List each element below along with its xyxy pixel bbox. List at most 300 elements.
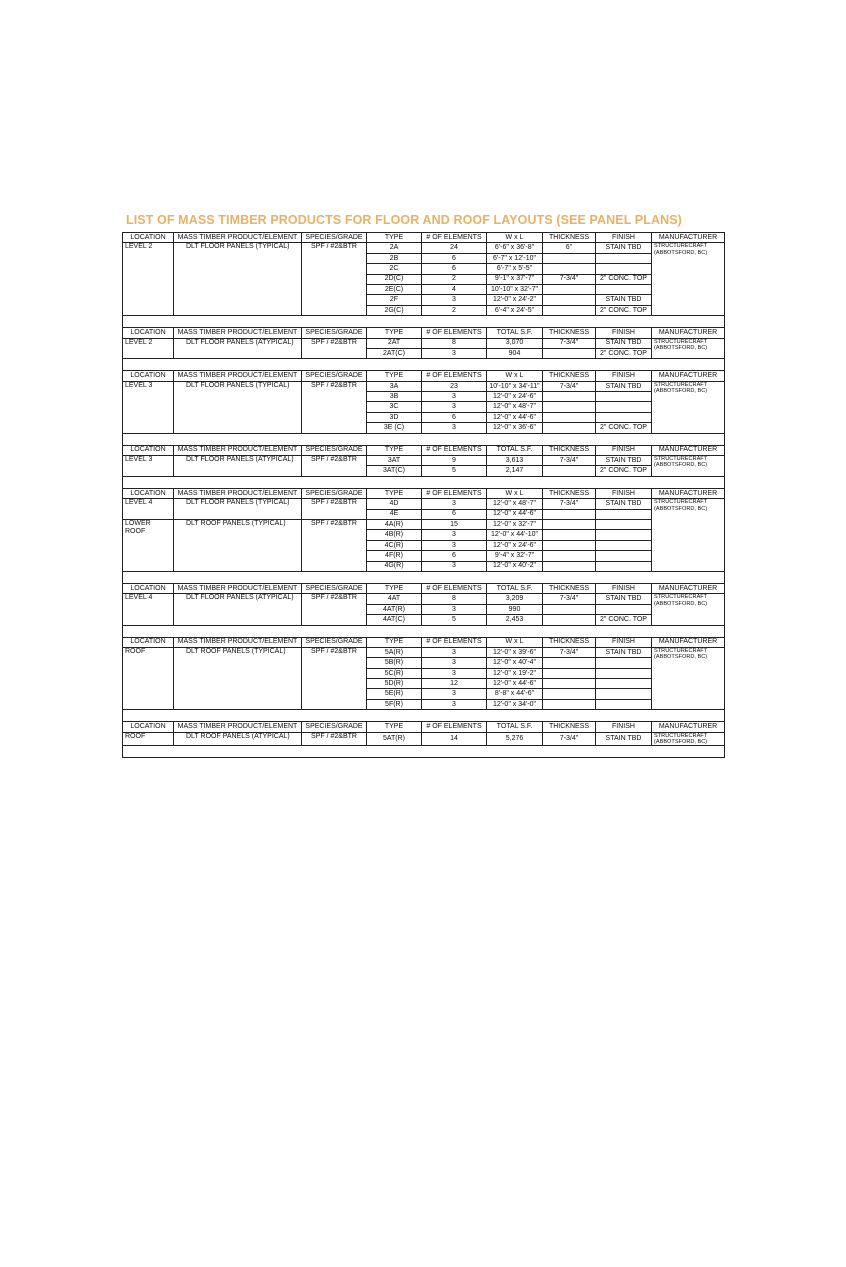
product-cell: DLT ROOF PANELS (TYPICAL) [174,519,302,571]
cell-dim: 12'-0" x 44'-6" [487,679,543,689]
location-cell [123,243,174,316]
cell-finish [596,264,652,274]
cell-finish: STAIN TBD [596,594,652,604]
cell-thickness [543,305,596,315]
cell-type: 5F(R) [367,699,422,709]
column-header: TYPE [367,488,422,498]
cell-count: 24 [422,243,487,253]
cell-thickness: 7-3/4" [543,381,596,391]
cell-count: 2 [422,274,487,284]
manufacturer-cell: STRUCTURECRAFT (ABBOTSFORD, BC) [652,381,725,433]
cell-thickness [543,561,596,571]
cell-type: 3A [367,381,422,391]
location-cell [123,594,174,625]
column-header: MANUFACTURER [652,637,725,647]
spacer-row [123,316,725,328]
block-header-row [123,233,725,243]
cell-finish [596,284,652,294]
column-header: THICKNESS [543,637,596,647]
cell-type: 4C(R) [367,540,422,550]
cell-type: 2E(C) [367,284,422,294]
manufacturer-cell: STRUCTURECRAFT (ABBOTSFORD, BC) [652,456,725,477]
block-header-row [123,328,725,338]
cell-thickness: 7-3/4" [543,338,596,348]
column-header: TYPE [367,445,422,455]
block-header-row [123,488,725,498]
cell-dim: 12'-0" x 48'-7" [487,499,543,509]
cell-type: 2C [367,264,422,274]
cell-thickness [543,604,596,614]
species-cell: SPF / #2&BTR [302,381,367,433]
cell-dim: 12'-0" x 19'-2" [487,668,543,678]
cell-finish [596,253,652,263]
cell-thickness [543,668,596,678]
cell-type: 3AT [367,456,422,466]
column-header: # OF ELEMENTS [422,583,487,593]
column-header: MANUFACTURER [652,445,725,455]
cell-count: 6 [422,551,487,561]
cell-dim: 10'-10" x 32'-7" [487,284,543,294]
column-header: LOCATION [123,637,174,647]
column-header: LOCATION [123,583,174,593]
cell-thickness [543,519,596,529]
cell-count: 3 [422,699,487,709]
cell-thickness: 7-3/4" [543,647,596,657]
column-header: MANUFACTURER [652,233,725,243]
column-header: THICKNESS [543,722,596,732]
cell-finish [596,412,652,422]
location-cell [123,732,174,746]
cell-dim: 12'-0" x 44'-10" [487,530,543,540]
location-text: LEVEL 4 [125,594,153,602]
block-header-row [123,371,725,381]
column-header: TYPE [367,233,422,243]
cell-count: 3 [422,295,487,305]
spacer-cell [123,433,725,445]
cell-finish [596,402,652,412]
column-header: W x L [487,233,543,243]
cell-type: 4G(R) [367,561,422,571]
cell-dim: 5,276 [487,732,543,746]
cell-dim: 12'-0" x 40'-2" [487,561,543,571]
cell-dim: 12'-0" x 39'-6" [487,647,543,657]
column-header: MASS TIMBER PRODUCT/ELEMENT [174,445,302,455]
column-header: MANUFACTURER [652,722,725,732]
cell-thickness [543,658,596,668]
cell-finish: STAIN TBD [596,647,652,657]
cell-dim: 12'-0" x 32'-7" [487,519,543,529]
cell-dim: 12'-0" x 24'-6" [487,392,543,402]
column-header: MANUFACTURER [652,328,725,338]
cell-type: 4D [367,499,422,509]
cell-thickness [543,412,596,422]
schedule-title: LIST OF MASS TIMBER PRODUCTS FOR FLOOR AND ROOF LAYOUTS (SEE PANEL PLANS) [126,213,682,227]
cell-count: 9 [422,456,487,466]
cell-thickness [543,466,596,476]
cell-count: 5 [422,615,487,625]
cell-type: 2AT(C) [367,348,422,358]
cell-count: 3 [422,540,487,550]
cell-dim: 3,070 [487,338,543,348]
cell-dim: 904 [487,348,543,358]
cell-count: 2 [422,305,487,315]
column-header: LOCATION [123,371,174,381]
manufacturer-cell: STRUCTURECRAFT (ABBOTSFORD, BC) [652,647,725,709]
column-header: W x L [487,637,543,647]
cell-count: 8 [422,338,487,348]
column-header: SPECIES/GRADE [302,722,367,732]
location-cell [123,381,174,433]
product-cell: DLT FLOOR PANELS (TYPICAL) [174,381,302,433]
location-cell [123,338,174,359]
spacer-row [123,359,725,371]
cell-type: 2F [367,295,422,305]
column-header: SPECIES/GRADE [302,233,367,243]
cell-finish [596,519,652,529]
cell-dim: 12'-0" x 24'-2" [487,295,543,305]
cell-thickness [543,264,596,274]
column-header: MASS TIMBER PRODUCT/ELEMENT [174,583,302,593]
column-header: SPECIES/GRADE [302,583,367,593]
cell-dim: 6'-4" x 24'-5" [487,305,543,315]
column-header: FINISH [596,371,652,381]
spacer-cell [123,359,725,371]
block-header-row [123,722,725,732]
table-row [123,338,725,348]
column-header: FINISH [596,488,652,498]
cell-thickness [543,348,596,358]
column-header: FINISH [596,722,652,732]
cell-thickness [543,284,596,294]
cell-thickness [543,509,596,519]
column-header: W x L [487,488,543,498]
cell-count: 5 [422,466,487,476]
cell-finish: 2" CONC. TOP [596,274,652,284]
cell-type: 3D [367,412,422,422]
column-header: THICKNESS [543,328,596,338]
column-header: TYPE [367,637,422,647]
column-header: THICKNESS [543,488,596,498]
cell-thickness [543,402,596,412]
location-cell [123,499,174,520]
cell-thickness [543,295,596,305]
cell-dim: 3,209 [487,594,543,604]
spacer-cell [123,476,725,488]
column-header: # OF ELEMENTS [422,722,487,732]
cell-count: 3 [422,668,487,678]
column-header: TOTAL S.F. [487,722,543,732]
column-header: # OF ELEMENTS [422,637,487,647]
column-header: LOCATION [123,233,174,243]
cell-type: 5D(R) [367,679,422,689]
spacer-row [123,625,725,637]
cell-thickness [543,540,596,550]
column-header: SPECIES/GRADE [302,445,367,455]
cell-finish [596,392,652,402]
column-header: TOTAL S.F. [487,445,543,455]
table-row [123,594,725,604]
column-header: TOTAL S.F. [487,328,543,338]
column-header: MANUFACTURER [652,371,725,381]
column-header: TYPE [367,722,422,732]
location-cell [123,647,174,709]
column-header: # OF ELEMENTS [422,445,487,455]
cell-dim: 12'-0" x 34'-0" [487,699,543,709]
column-header: TYPE [367,583,422,593]
cell-type: 2G(C) [367,305,422,315]
product-cell: DLT FLOOR PANELS (ATYPICAL) [174,338,302,359]
cell-count: 3 [422,561,487,571]
cell-type: 4F(R) [367,551,422,561]
spacer-row [123,571,725,583]
cell-finish: 2" CONC. TOP [596,305,652,315]
column-header: THICKNESS [543,233,596,243]
spacer-cell [123,571,725,583]
cell-type: 4AT(C) [367,615,422,625]
column-header: SPECIES/GRADE [302,637,367,647]
cell-finish [596,540,652,550]
table-row [123,456,725,466]
cell-count: 23 [422,381,487,391]
cell-finish [596,668,652,678]
cell-count: 15 [422,519,487,529]
block-header-row [123,583,725,593]
cell-finish: 2" CONC. TOP [596,615,652,625]
mass-timber-schedule-table [122,232,725,758]
column-header: LOCATION [123,445,174,455]
product-cell: DLT FLOOR PANELS (TYPICAL) [174,243,302,316]
cell-dim: 6'-7" x 5'-5" [487,264,543,274]
table-row [123,519,725,529]
cell-type: 5B(R) [367,658,422,668]
column-header: TYPE [367,328,422,338]
column-header: SPECIES/GRADE [302,371,367,381]
cell-count: 6 [422,412,487,422]
location-text: ROOF [125,647,146,655]
column-header: TYPE [367,371,422,381]
cell-thickness [543,423,596,433]
cell-dim: 12'-0" x 36'-6" [487,423,543,433]
location-text: LEVEL 2 [125,338,153,346]
column-header: LOCATION [123,328,174,338]
cell-finish [596,604,652,614]
cell-type: 3C [367,402,422,412]
cell-finish: 2" CONC. TOP [596,423,652,433]
product-cell: DLT FLOOR PANELS (TYPICAL) [174,499,302,520]
cell-type: 5AT(R) [367,732,422,746]
table-row [123,499,725,509]
cell-dim: 12'-0" x 44'-6" [487,509,543,519]
cell-finish [596,689,652,699]
cell-finish [596,679,652,689]
column-header: FINISH [596,445,652,455]
cell-count: 3 [422,689,487,699]
column-header: MANUFACTURER [652,488,725,498]
cell-count: 3 [422,604,487,614]
cell-type: 2AT [367,338,422,348]
cell-thickness [543,530,596,540]
cell-thickness [543,615,596,625]
cell-finish [596,530,652,540]
cell-count: 6 [422,253,487,263]
species-cell: SPF / #2&BTR [302,338,367,359]
column-header: THICKNESS [543,371,596,381]
cell-finish [596,551,652,561]
cell-type: 2A [367,243,422,253]
cell-dim: 8'-8" x 44'-6" [487,689,543,699]
spacer-row [123,710,725,722]
cell-type: 4AT [367,594,422,604]
cell-count: 14 [422,732,487,746]
cell-dim: 2,453 [487,615,543,625]
species-cell: SPF / #2&BTR [302,243,367,316]
cell-type: 5E(R) [367,689,422,699]
cell-type: 3B [367,392,422,402]
table-row [123,732,725,746]
column-header: FINISH [596,233,652,243]
cell-finish: STAIN TBD [596,243,652,253]
species-cell: SPF / #2&BTR [302,647,367,709]
column-header: FINISH [596,583,652,593]
cell-finish: 2" CONC. TOP [596,466,652,476]
cell-finish [596,658,652,668]
cell-finish: STAIN TBD [596,381,652,391]
cell-thickness: 7-3/4" [543,456,596,466]
spacer-cell [123,625,725,637]
product-cell: DLT ROOF PANELS (ATYPICAL) [174,732,302,746]
cell-count: 3 [422,423,487,433]
cell-type: 5A(R) [367,647,422,657]
species-cell: SPF / #2&BTR [302,456,367,477]
cell-finish [596,561,652,571]
location-text: LEVEL 3 [125,456,153,464]
cell-count: 12 [422,679,487,689]
cell-count: 3 [422,402,487,412]
cell-dim: 12'-0" x 44'-6" [487,412,543,422]
cell-thickness [543,679,596,689]
species-cell: SPF / #2&BTR [302,594,367,625]
cell-type: 2D(C) [367,274,422,284]
cell-count: 4 [422,284,487,294]
cell-finish: STAIN TBD [596,499,652,509]
cell-count: 3 [422,647,487,657]
table-row [123,243,725,253]
column-header: FINISH [596,637,652,647]
cell-dim: 10'-10" x 34'-11" [487,381,543,391]
cell-thickness [543,551,596,561]
spacer-row [123,476,725,488]
species-cell: SPF / #2&BTR [302,732,367,746]
cell-finish: STAIN TBD [596,295,652,305]
block-header-row [123,445,725,455]
spacer-row [123,433,725,445]
manufacturer-cell: STRUCTURECRAFT (ABBOTSFORD, BC) [652,243,725,316]
cell-dim: 12'-0" x 40'-4" [487,658,543,668]
cell-thickness: 7-3/4" [543,732,596,746]
cell-thickness [543,392,596,402]
product-cell: DLT FLOOR PANELS (ATYPICAL) [174,456,302,477]
column-header: MASS TIMBER PRODUCT/ELEMENT [174,328,302,338]
cell-type: 3E (C) [367,423,422,433]
species-cell: SPF / #2&BTR [302,499,367,520]
cell-count: 3 [422,348,487,358]
cell-dim: 2,147 [487,466,543,476]
cell-thickness: 7-3/4" [543,499,596,509]
location-text: LEVEL 2 [125,243,153,251]
cell-dim: 6'-6" x 36'-8" [487,243,543,253]
column-header: TOTAL S.F. [487,583,543,593]
cell-type: 4B(R) [367,530,422,540]
column-header: THICKNESS [543,445,596,455]
column-header: MASS TIMBER PRODUCT/ELEMENT [174,637,302,647]
column-header: # OF ELEMENTS [422,233,487,243]
column-header: W x L [487,371,543,381]
location-text: LEVEL 3 [125,381,153,389]
location-text: LEVEL 4 [125,499,153,507]
cell-dim: 9'-1" x 37'-7" [487,274,543,284]
cell-count: 6 [422,264,487,274]
column-header: # OF ELEMENTS [422,371,487,381]
column-header: MASS TIMBER PRODUCT/ELEMENT [174,722,302,732]
cell-dim: 9'-4" x 32'-7" [487,551,543,561]
cell-thickness [543,699,596,709]
manufacturer-cell: STRUCTURECRAFT (ABBOTSFORD, BC) [652,594,725,625]
cell-thickness: 7-3/4" [543,274,596,284]
cell-dim: 6'-7" x 12'-10" [487,253,543,263]
location-cell [123,456,174,477]
column-header: # OF ELEMENTS [422,328,487,338]
manufacturer-cell: STRUCTURECRAFT (ABBOTSFORD, BC) [652,499,725,572]
cell-type: 5C(R) [367,668,422,678]
manufacturer-cell: STRUCTURECRAFT (ABBOTSFORD, BC) [652,338,725,359]
cell-count: 6 [422,509,487,519]
spacer-row [123,746,725,758]
species-cell: SPF / #2&BTR [302,519,367,571]
spacer-cell [123,746,725,758]
cell-type: 4AT(R) [367,604,422,614]
cell-count: 3 [422,658,487,668]
cell-finish: 2" CONC. TOP [596,348,652,358]
cell-thickness: 7-3/4" [543,594,596,604]
cell-count: 3 [422,392,487,402]
column-header: MANUFACTURER [652,583,725,593]
cell-dim: 12'-0" x 24'-6" [487,540,543,550]
location-text: LOWER ROOF [125,519,151,535]
cell-count: 3 [422,530,487,540]
spacer-cell [123,316,725,328]
column-header: THICKNESS [543,583,596,593]
cell-dim: 12'-0" x 48'-7" [487,402,543,412]
block-header-row [123,637,725,647]
cell-dim: 3,613 [487,456,543,466]
cell-type: 3AT(C) [367,466,422,476]
table-row [123,381,725,391]
cell-thickness [543,253,596,263]
cell-type: 4A(R) [367,519,422,529]
cell-thickness: 6" [543,243,596,253]
column-header: LOCATION [123,488,174,498]
column-header: MASS TIMBER PRODUCT/ELEMENT [174,488,302,498]
spacer-cell [123,710,725,722]
product-cell: DLT ROOF PANELS (TYPICAL) [174,647,302,709]
column-header: # OF ELEMENTS [422,488,487,498]
table-row [123,647,725,657]
location-text: ROOF [125,732,146,740]
cell-type: 4E [367,509,422,519]
location-cell [123,519,174,571]
cell-finish [596,509,652,519]
product-cell: DLT FLOOR PANELS (ATYPICAL) [174,594,302,625]
